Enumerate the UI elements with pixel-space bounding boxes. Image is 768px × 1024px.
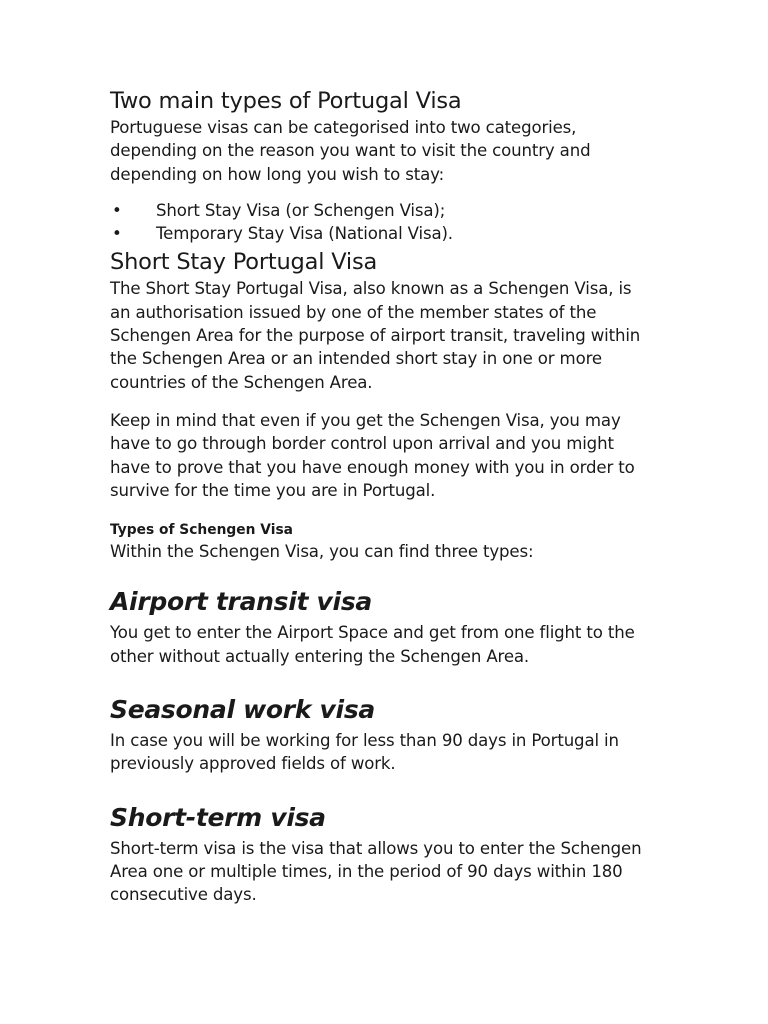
bullet-icon: • (112, 200, 122, 220)
visa-heading-seasonal-work: Seasonal work visa (110, 695, 375, 725)
border-control-paragraph (110, 409, 670, 502)
text-line: survive for the time you are in Portugal. (110, 480, 436, 500)
list-item-label: Short Stay Visa (or Schengen Visa); (156, 200, 446, 220)
section-heading-schengen-types: Types of Schengen Visa (110, 522, 293, 539)
bullet-icon: • (112, 224, 122, 244)
list-item-label: Temporary Stay Visa (National Visa). (156, 224, 453, 244)
text-line: have to go through border control upon arrival and you might (110, 434, 614, 454)
list-item (110, 222, 670, 245)
visa-type-list (110, 199, 670, 246)
airport-transit-description (110, 621, 670, 668)
text-line: countries of the Schengen Area. (110, 372, 373, 392)
text-line: Short-term visa is the visa that allows you to enter the Schengen (110, 838, 642, 858)
text-line: Area one or multiple times, in the period of 90 days within 180 (110, 861, 623, 881)
seasonal-work-description (110, 729, 670, 776)
short-term-description (110, 837, 670, 907)
list-item (110, 199, 670, 222)
text-line: depending on how long you wish to stay: (110, 164, 445, 184)
text-line: In case you will be working for less than 90 days in Portugal in (110, 731, 619, 751)
visa-heading-airport-transit: Airport transit visa (110, 587, 372, 617)
text-line: The Short Stay Portugal Visa, also known as a Schengen Visa, is (110, 279, 632, 299)
short-stay-paragraph (110, 277, 670, 393)
intro-paragraph (110, 116, 670, 186)
visa-heading-short-term: Short-term visa (110, 802, 326, 832)
schengen-types-intro: Within the Schengen Visa, you can find three types: (110, 542, 534, 562)
text-line: Keep in mind that even if you get the Schengen Visa, you may (110, 410, 621, 430)
text-line: other without actually entering the Schengen Area. (110, 646, 530, 666)
text-line: depending on the reason you want to visit the country and (110, 141, 591, 161)
text-line: an authorisation issued by one of the member states of the (110, 302, 597, 322)
document-page (110, 86, 670, 907)
text-line: You get to enter the Airport Space and get from one flight to the (110, 623, 635, 643)
text-line: Schengen Area for the purpose of airport transit, traveling within (110, 326, 641, 346)
text-line: have to prove that you have enough money with you in order to (110, 457, 635, 477)
section-heading-short-stay: Short Stay Portugal Visa (110, 249, 378, 276)
text-line: the Schengen Area or an intended short stay in one or more (110, 349, 602, 369)
text-line: consecutive days. (110, 885, 257, 905)
section-heading-portugal-visa-types: Two main types of Portugal Visa (110, 88, 462, 114)
text-line: previously approved fields of work. (110, 754, 396, 774)
text-line: Portuguese visas can be categorised into two categories, (110, 118, 577, 137)
